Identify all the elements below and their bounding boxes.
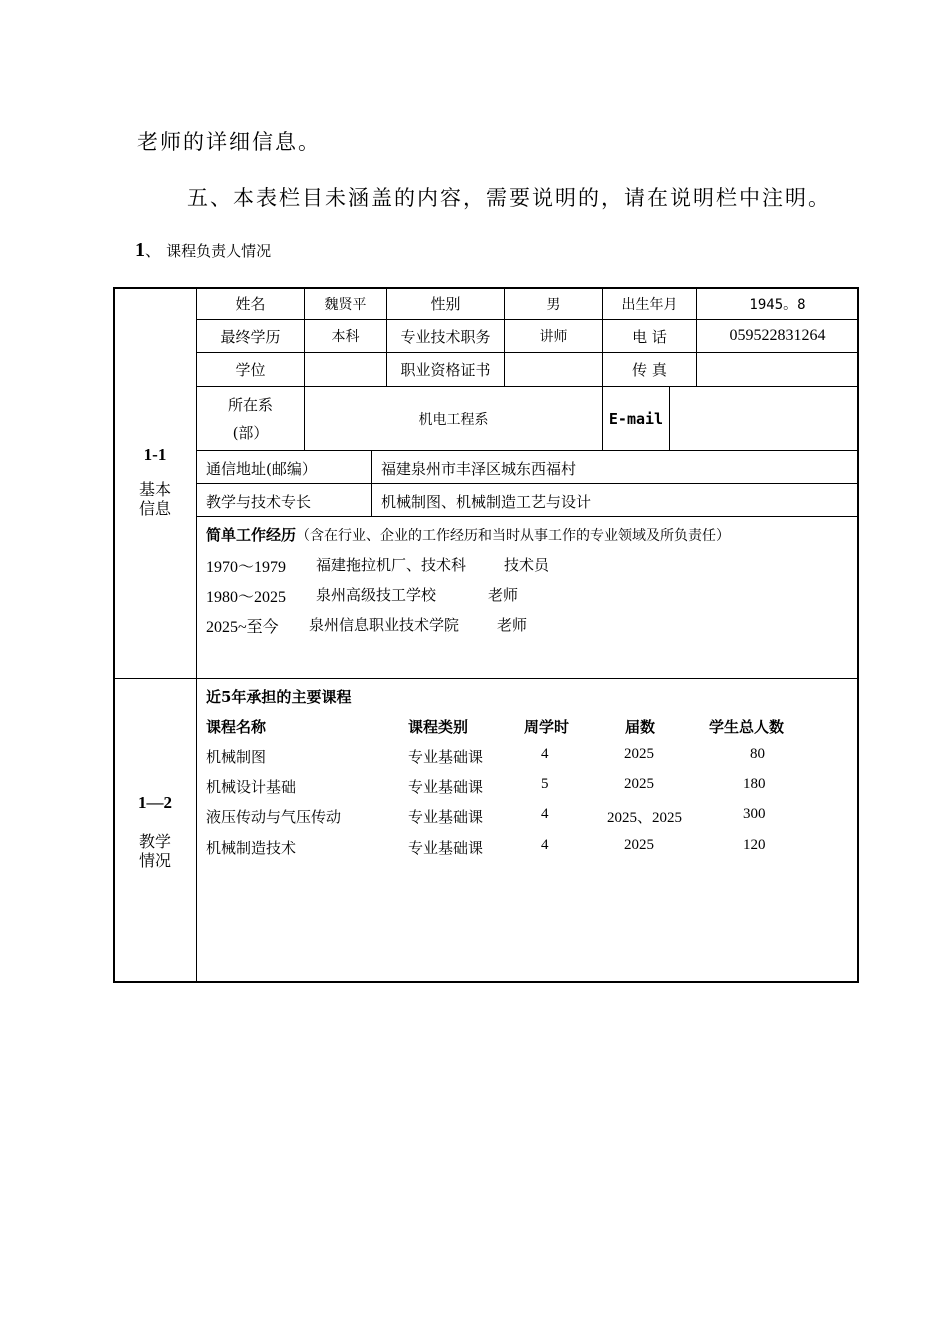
intro-line-2: 五、本表栏目未涵盖的内容，需要说明的，请在说明栏中注明。 xyxy=(187,186,831,210)
work-period: 2025~至今 xyxy=(206,619,279,636)
total-students: 180 xyxy=(743,776,766,792)
job-title-label: 专业技术职务 xyxy=(400,327,491,346)
work-period: 1970～1979 xyxy=(206,559,287,576)
work-role: 老师 xyxy=(497,616,528,634)
gender-value: 男 xyxy=(546,296,561,313)
work-org: 泉州信息职业技术学院 xyxy=(309,616,460,634)
cohorts: 2025 xyxy=(624,746,654,762)
section-1-2-code: 1—2 xyxy=(138,793,172,812)
section-1-2-label xyxy=(113,793,197,870)
work-heading-text: 简单工作经历 xyxy=(206,526,297,544)
work-role: 技术员 xyxy=(504,556,550,574)
work-org: 泉州高级技工学校 xyxy=(316,586,437,604)
address-label: 通信地址(邮编） xyxy=(206,460,317,478)
grid-line xyxy=(197,450,858,451)
phone-label: 电 话 xyxy=(632,327,667,346)
course-name: 机械设计基础 xyxy=(206,778,297,796)
address-value: 福建泉州市丰泽区城东西福村 xyxy=(381,460,577,478)
work-experience-heading xyxy=(206,524,730,545)
department-label-line1: 所在系 xyxy=(227,395,273,414)
total-students: 300 xyxy=(743,806,766,822)
course-type: 专业基础课 xyxy=(408,839,484,857)
col-course-name: 课程名称 xyxy=(206,718,267,736)
expertise-value: 机械制图、机械制造工艺与设计 xyxy=(381,493,592,511)
department-label xyxy=(197,387,304,450)
course-name: 机械制图 xyxy=(206,748,267,766)
col-course-type: 课程类别 xyxy=(408,718,469,736)
degree-value xyxy=(305,353,386,386)
course-name: 机械制造技术 xyxy=(206,839,297,857)
work-org: 福建拖拉机厂、技术科 xyxy=(316,556,467,574)
cohorts: 2025 xyxy=(624,776,654,792)
name-value: 魏贤平 xyxy=(324,296,367,313)
course-type: 专业基础课 xyxy=(408,808,484,826)
section-1-1-line2: 信息 xyxy=(138,499,171,518)
cohorts: 2025、2025 xyxy=(607,810,683,826)
fax-label: 传 真 xyxy=(632,361,667,379)
section-title-text: 课程负责人情况 xyxy=(166,242,272,260)
name-label: 姓名 xyxy=(235,295,266,313)
education-label: 最终学历 xyxy=(220,327,281,346)
job-title-value: 讲师 xyxy=(539,329,568,345)
col-weekly-hours: 周学时 xyxy=(524,718,570,736)
birth-label: 出生年月 xyxy=(621,296,678,313)
grid-line xyxy=(371,450,372,516)
degree-label: 学位 xyxy=(235,361,266,379)
course-type: 专业基础课 xyxy=(408,778,484,796)
intro-line-1: 老师的详细信息。 xyxy=(137,130,321,154)
section-1-2-line2: 情况 xyxy=(138,851,171,870)
email-label: E-mail xyxy=(608,409,664,428)
col-total-students: 学生总人数 xyxy=(709,718,785,736)
section-title xyxy=(135,238,271,262)
department-value: 机电工程系 xyxy=(418,411,489,428)
section-1-1-line1: 基本 xyxy=(138,480,171,499)
courses-heading: 近5年承担的主要课程 xyxy=(206,688,352,706)
certificate-label: 职业资格证书 xyxy=(400,361,491,379)
birth-value: 1945。8 xyxy=(749,296,806,313)
section-1-2-line1: 教学 xyxy=(138,832,171,851)
section-1-1-code: 1-1 xyxy=(143,445,167,464)
col-cohorts: 届数 xyxy=(625,718,656,736)
total-students: 80 xyxy=(750,746,765,762)
email-value xyxy=(670,387,858,450)
work-period: 1980～2025 xyxy=(206,589,287,606)
table-divider-sections xyxy=(114,678,858,679)
cohorts: 2025 xyxy=(624,837,654,853)
fax-value xyxy=(697,353,858,386)
total-students: 120 xyxy=(743,837,766,853)
department-label-line2: (部） xyxy=(232,423,269,442)
weekly-hours: 4 xyxy=(541,837,549,853)
phone-value: 059522831264 xyxy=(729,327,826,344)
section-number: 1 xyxy=(135,239,145,261)
weekly-hours: 4 xyxy=(541,806,549,822)
work-heading-note: （含在行业、企业的工作经历和当时从事工作的专业领域及所负责任） xyxy=(296,528,731,544)
expertise-label: 教学与技术专长 xyxy=(206,493,312,511)
course-name: 液压传动与气压传动 xyxy=(206,808,342,826)
section-1-1-label xyxy=(113,445,197,518)
gender-label: 性别 xyxy=(430,295,461,313)
course-type: 专业基础课 xyxy=(408,748,484,766)
weekly-hours: 4 xyxy=(541,746,549,762)
section-separator: 、 xyxy=(145,243,162,260)
certificate-value xyxy=(505,353,602,386)
education-value: 本科 xyxy=(331,329,360,345)
weekly-hours: 5 xyxy=(541,776,549,792)
work-role: 老师 xyxy=(488,586,519,604)
grid-line xyxy=(197,516,858,517)
grid-line xyxy=(197,483,858,484)
